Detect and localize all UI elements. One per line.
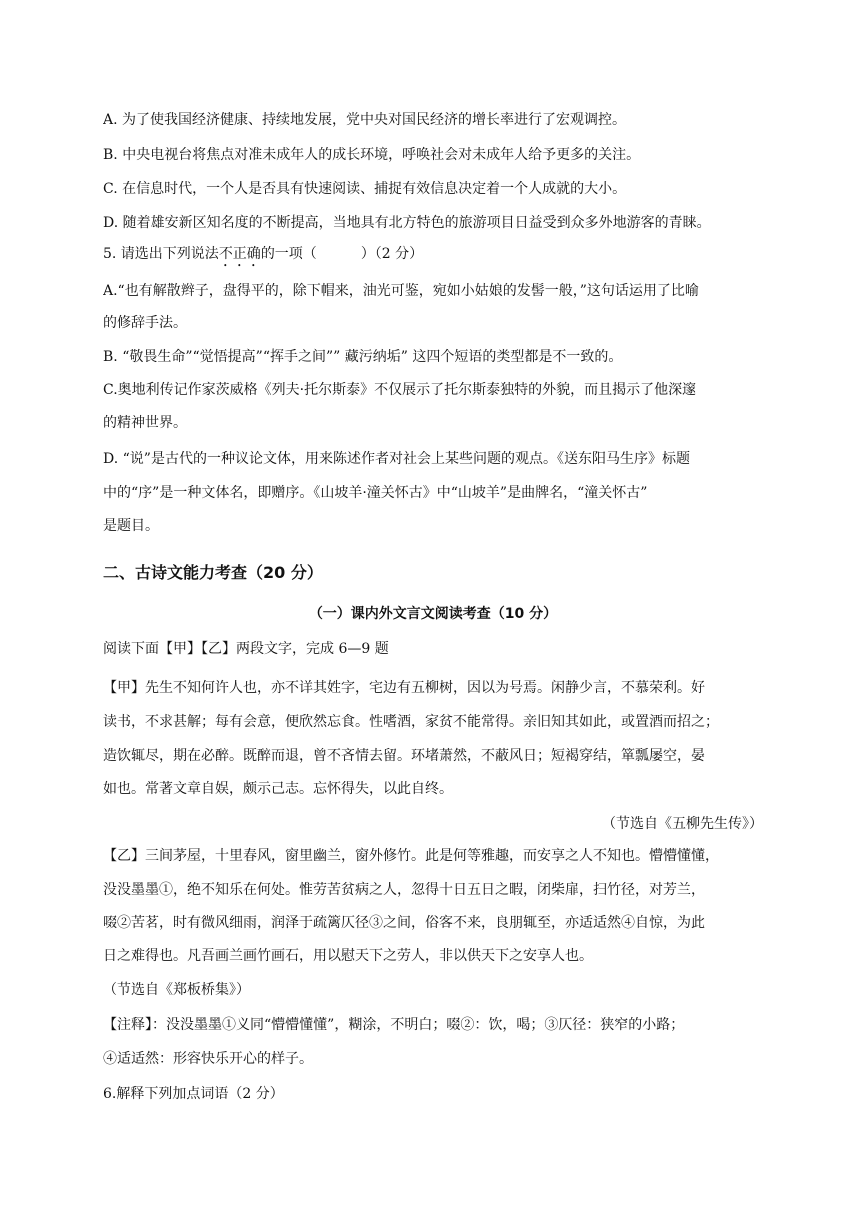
q4-option-a: A. 为了使我国经济健康、持续地发展，党中央对国民经济的增长率进行了宏观调控。	[103, 112, 627, 128]
passage-yi-line: 啜②苦茗，时有微风细雨，润泽于疏篱仄径③之间，俗客不来，良朋辄至，亦适适然④自惊，为此	[103, 915, 705, 931]
passage-jia-line: 如也。常著文章自娱，颇示己志。忘怀得失，以此自终。	[103, 781, 453, 797]
passage-jia-source: （节选自《五柳先生传》）	[602, 816, 763, 832]
q5-option-a-line1: A.“也有解散辫子，盘得平的，除下帽来，油光可鉴，宛如小姑娘的发髻一般，”这句话运用了比喻	[103, 283, 699, 299]
q5-option-d-line3: 是题目。	[103, 518, 159, 534]
passage-yi-line: 没没墨墨①，绝不知乐在何处。惟劳苦贫病之人，忽得十日五日之暇，闭柴扉，扫竹径，对芳兰，	[103, 882, 705, 898]
q5-stem-emphasis: 不正确	[218, 246, 261, 262]
q4-option-b: B. 中央电视台将焦点对准未成年人的成长环境，呼唤社会对未成年人给予更多的关注。	[103, 147, 641, 163]
passage-yi-line: 日之难得也。凡吾画兰画竹画石，用以慰天下之劳人，非以供天下之安享人也。	[103, 948, 593, 964]
notes-line: 【注释】：没没墨墨①义同“懵懵懂懂”，糊涂，不明白；啜②：饮，喝；③仄径：狭窄的小路；	[103, 1017, 685, 1033]
reading-instruction: 阅读下面【甲】【乙】两段文字，完成 6—9 题	[103, 641, 389, 657]
section-title: 二、古诗文能力考查（20 分）	[103, 563, 323, 582]
q5-option-b: B. “敬畏生命”“觉悟提高”“挥手之间”” 藏污纳垢” 这四个短语的类型都是不一致的。	[103, 349, 623, 365]
q5-option-c-line2: 的精神世界。	[103, 415, 187, 431]
q4-option-d: D. 随着雄安新区知名度的不断提高，当地具有北方特色的旅游项目日益受到众多外地游客的青睐。	[103, 215, 711, 231]
q5-option-c-line1: C.奥地利传记作家茨威格《列夫·托尔斯泰》不仅展示了托尔斯泰独特的外貌，而且揭示了他深邃	[103, 382, 697, 398]
q5-stem-end: ）（2 分）	[360, 246, 424, 262]
q4-option-c: C. 在信息时代，一个人是否具有快速阅读、捕捉有效信息决定着一个人成就的大小。	[103, 181, 627, 197]
subsection-title: （一）课内外文言文阅读考查（10 分）	[308, 606, 558, 622]
passage-jia-line: 造饮辄尽，期在必醉。既醉而退，曾不吝情去留。环堵萧然，不蔽风日；短褐穿结，箪瓢屡空，晏	[103, 748, 705, 764]
q5-option-d-line2: 中的“序”是一种文体名，即赠序。《山坡羊·潼关怀古》中“山坡羊”是曲牌名，“潼关怀古”	[103, 485, 648, 501]
notes-line: ④适适然：形容快乐开心的样子。	[103, 1051, 313, 1067]
passage-jia-line: 读书，不求甚解；每有会意，便欣然忘食。性嗜酒，家贫不能常得。亲旧知其如此，或置酒而招之；	[103, 714, 719, 730]
q5-option-d-line1: D. “说”是古代的一种议论文体，用来陈述作者对社会上某些问题的观点。《送东阳马生序》标题	[103, 451, 690, 467]
question-6: 6.解释下列加点词语（2 分）	[103, 1086, 284, 1102]
passage-yi-source: （节选自《郑板桥集》）	[103, 982, 250, 998]
q5-stem	[103, 244, 763, 270]
passage-yi-line: 【乙】三间茅屋，十里春风，窗里幽兰，窗外修竹。此是何等雅趣，而安享之人不知也。懵懵懂懂，	[103, 848, 719, 864]
q5-stem-after: 的一项（	[260, 246, 317, 262]
q5-stem-before: 5. 请选出下列说法	[103, 246, 219, 262]
passage-jia-line: 【甲】先生不知何许人也，亦不详其姓字，宅边有五柳树，因以为号焉。闲静少言，不慕荣利。好	[103, 680, 705, 696]
q5-option-a-line2: 的修辞手法。	[103, 315, 187, 331]
